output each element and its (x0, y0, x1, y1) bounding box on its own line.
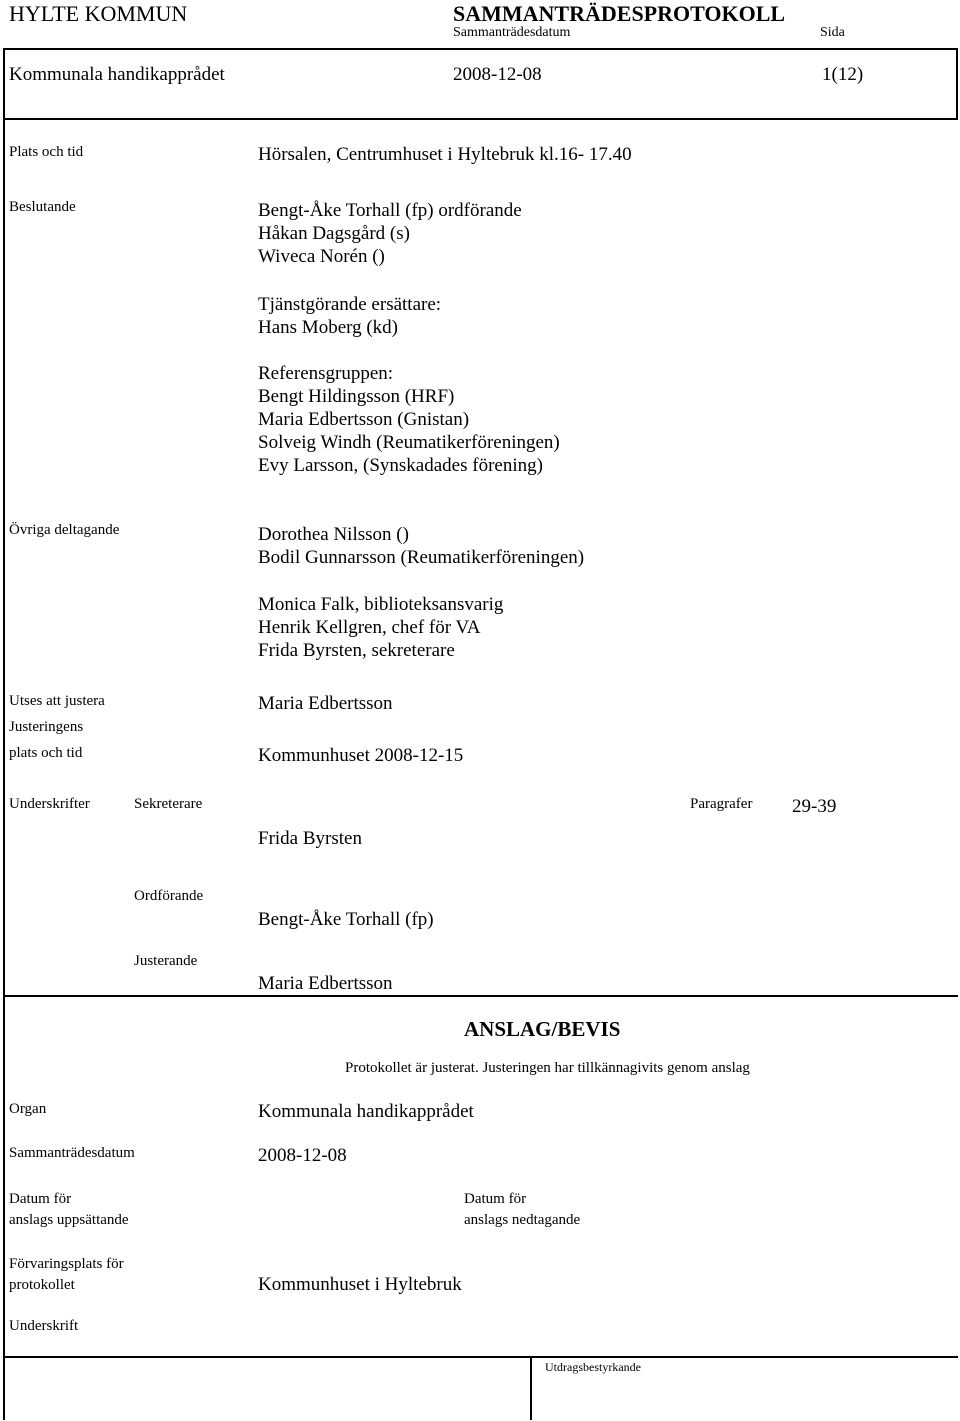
paragraphs-label: Paragrafer (690, 796, 753, 812)
extract-rule (3, 1356, 958, 1358)
secretary-label: Sekreterare (134, 796, 203, 812)
removed-date-label-line2: anslags nedtagande (464, 1212, 581, 1228)
meeting-date: 2008-12-08 (453, 64, 542, 85)
others-list-2 (258, 593, 503, 662)
list-item: Håkan Dagsgård (s) (258, 223, 410, 244)
list-item: Bengt Hildingsson (HRF) (258, 386, 455, 407)
storage-value: Kommunhuset i Hyltebruk (258, 1274, 462, 1295)
list-item: Monica Falk, biblioteksansvarig (258, 594, 504, 615)
reference-block (258, 362, 560, 477)
signatures-label: Underskrifter (9, 796, 90, 812)
header-rule (3, 48, 958, 50)
list-item: Bengt-Åke Torhall (fp) ordförande (258, 200, 522, 221)
left-border (3, 48, 5, 1420)
storage-label-line1: Förvaringsplats för (9, 1256, 124, 1272)
signatures-rule (3, 995, 958, 997)
notice-date-label: Sammanträdesdatum (9, 1145, 135, 1161)
removed-date-label-line1: Datum för (464, 1191, 527, 1207)
place-value: Hörsalen, Centrumhuset i Hyltebruk kl.16- 17.40 (258, 144, 632, 165)
deciding-list (258, 199, 522, 268)
chair-label: Ordförande (134, 888, 204, 904)
extract-divider (530, 1356, 532, 1420)
document-type: SAMMANTRÄDESPROTOKOLL (453, 1, 786, 26)
chair-name: Bengt-Åke Torhall (fp) (258, 909, 434, 930)
municipality-name: HYLTE KOMMUN (9, 1, 188, 26)
place-label: Plats och tid (9, 144, 84, 160)
reference-heading: Referensgruppen: (258, 363, 394, 384)
list-item: Frida Byrsten, sekreterare (258, 640, 455, 661)
justifier-label: Justerande (134, 953, 198, 969)
right-border-top (956, 48, 958, 120)
notice-statement: Protokollet är justerat. Justeringen har tillkännagivits genom anslag (345, 1060, 750, 1076)
adjust-place-label-2: plats och tid (9, 745, 83, 761)
posted-date-label (9, 1189, 129, 1231)
removed-date-label (464, 1189, 580, 1231)
storage-label (9, 1254, 124, 1296)
list-item: Maria Edbertsson (Gnistan) (258, 409, 470, 430)
deciding-label: Beslutande (9, 199, 76, 215)
adjust-place-label-1: Justeringens (9, 719, 84, 735)
adjuster-value: Maria Edbertsson (258, 693, 393, 714)
others-list-1 (258, 523, 584, 569)
page-header-label: Sida (820, 25, 845, 40)
date-header-label: Sammanträdesdatum (453, 25, 571, 40)
notice-date-value: 2008-12-08 (258, 1145, 347, 1166)
others-label: Övriga deltagande (9, 522, 120, 538)
list-item: Henrik Kellgren, chef för VA (258, 617, 481, 638)
adjuster-label: Utses att justera (9, 693, 105, 709)
list-item: Solveig Windh (Reumatikerföreningen) (258, 432, 560, 453)
posted-date-label-line2: anslags uppsättande (9, 1212, 129, 1228)
adjust-place-value: Kommunhuset 2008-12-15 (258, 745, 464, 766)
list-item: Hans Moberg (kd) (258, 317, 399, 338)
list-item: Dorothea Nilsson () (258, 524, 409, 545)
title-rule (3, 118, 958, 120)
notice-title: ANSLAG/BEVIS (464, 1017, 621, 1041)
signature-label: Underskrift (9, 1318, 79, 1334)
organ-title: Kommunala handikapprådet (9, 64, 225, 85)
substitutes-heading: Tjänstgörande ersättare: (258, 294, 442, 315)
paragraphs-value: 29-39 (792, 796, 837, 817)
list-item: Bodil Gunnarsson (Reumatikerföreningen) (258, 547, 585, 568)
secretary-name: Frida Byrsten (258, 828, 362, 849)
substitutes-block (258, 293, 441, 339)
storage-label-line2: protokollet (9, 1277, 75, 1293)
list-item: Evy Larsson, (Synskadades förening) (258, 455, 543, 476)
justifier-name: Maria Edbertsson (258, 973, 393, 994)
page-number: 1(12) (822, 64, 864, 85)
posted-date-label-line1: Datum för (9, 1191, 72, 1207)
extract-label: Utdragsbestyrkande (545, 1360, 641, 1374)
list-item: Wiveca Norén () (258, 246, 385, 267)
notice-organ-label: Organ (9, 1101, 47, 1117)
notice-organ-value: Kommunala handikapprådet (258, 1101, 474, 1122)
